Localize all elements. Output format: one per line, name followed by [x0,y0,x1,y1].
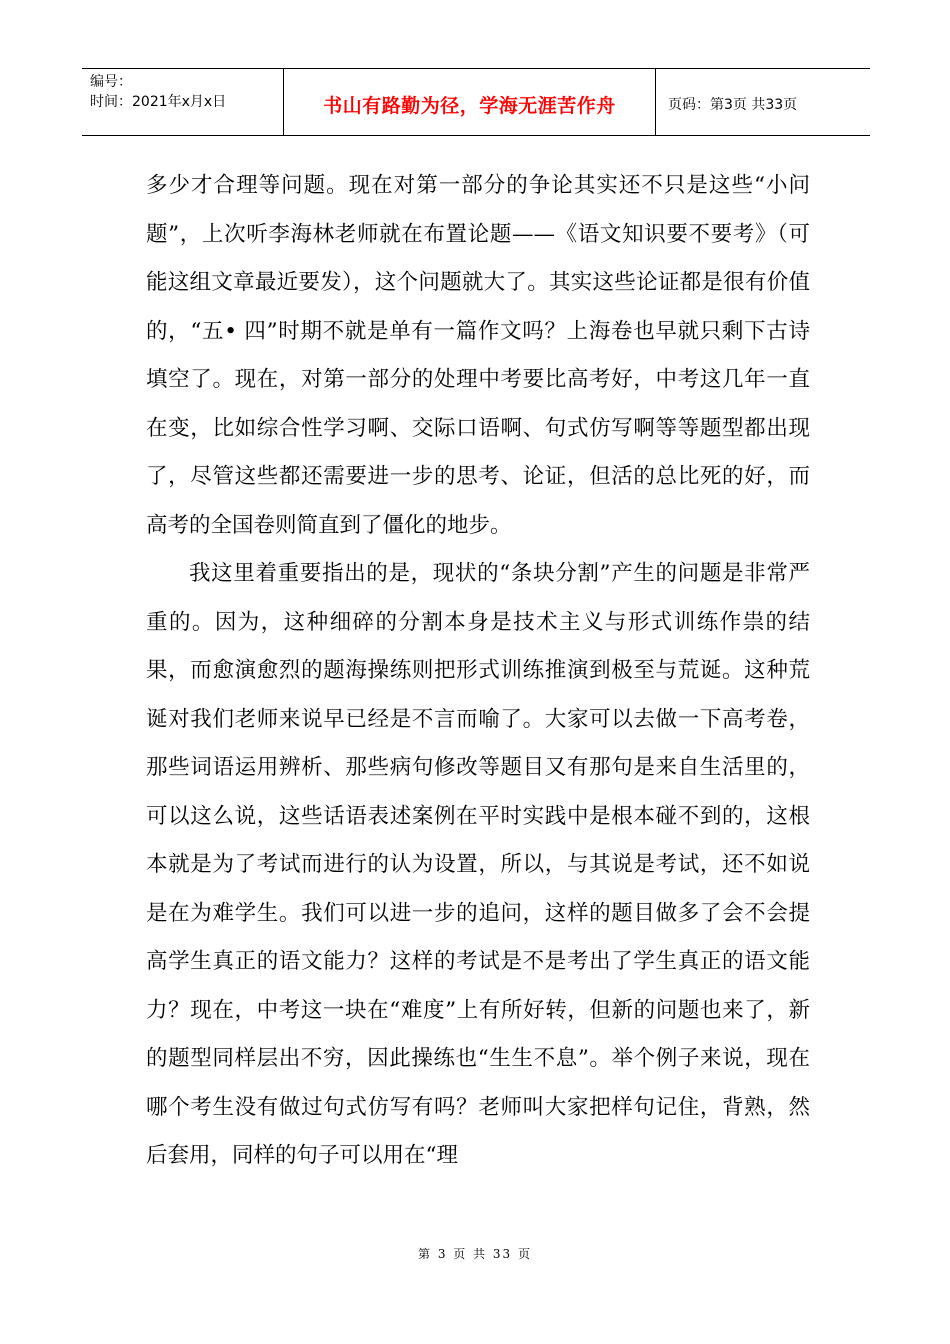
header-page-info: 页码：第3页 共33页 [668,97,798,113]
header-motto-cell [284,69,656,135]
document-header [82,68,870,136]
body-paragraph-2: 我这里着重要指出的是，现状的“条块分割”产生的问题是非常严重的。因为，这种细碎的分割本身是技术主义与形式训练作祟的结果，而愈演愈烈的题海操练则把形式训练推演到极至与荒诞。这种荒诞对我们老师来说早已经是不言而喻了。大家可以去做一下高考卷，那些词语运用辨析、那些病句修改等题目又有那句是来自生活里的，可以这么说，这些话语表述案例在平时实践中是根本碰不到的，这根本就是为了考试而进行的认为设置，所以，与其说是考试，还不如说是在为难学生。我们可以进一步的追问，这样的题目做多了会不会提高学生真正的语文能力？这样的考试是不是考出了学生真正的语文能力？现在，中考这一块在“难度”上有所好转，但新的问题也来了，新的题型同样层出不穷，因此操练也“生生不息”。举个例子来说，现在哪个考生没有做过句式仿写有吗？老师叫大家把样句记住，背熟，然后套用，同样的句子可以用在“理 [146,561,810,1168]
header-date-label: 时间：2021年x月x日 [90,94,227,110]
page-footer: 第 3 页 共 33 页 [418,1247,532,1261]
body-paragraph-1: 多少才合理等问题。现在对第一部分的争论其实还不只是这些“小问题”，上次听李海林老师就在布置论题——《语文知识要不要考》（可能这组文章最近要发），这个问题就大了。其实这些论证都是很有价值的，“五• 四”时期不就是单有一篇作文吗？上海卷也早就只剩下古诗填空了。现在，对第一部分的处理中考要比高考好，中考这几年一直在变，比如综合性学习啊、交际口语啊、句式仿写啊等等题型都出现了，尽管这些都还需要进一步的思考、论证，但活的总比死的好，而高考的全国卷则简直到了僵化的地步。 [146,173,810,538]
header-number-label: 编号： [90,74,132,90]
header-motto: 书山有路勤为径，学海无涯苦作舟 [323,94,616,117]
header-page-cell [656,69,870,135]
header-meta-cell [82,69,284,135]
document-body [146,162,810,1181]
